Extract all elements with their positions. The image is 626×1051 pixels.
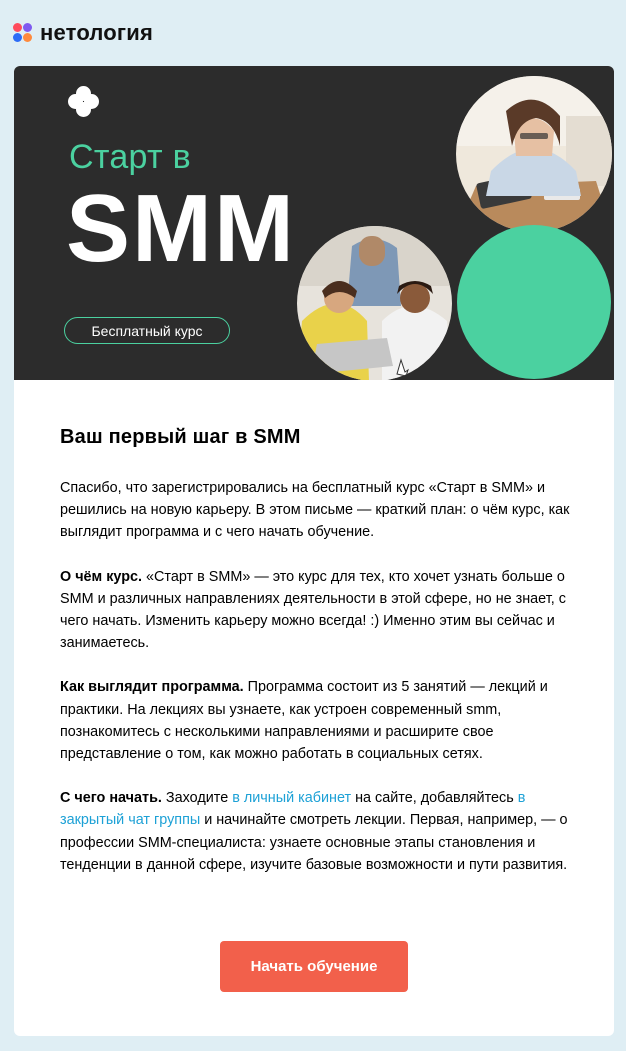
- program-text: Программа состоит из 5 занятий — лекций и практики. На лекциях вы узнаете, как устроен современный smm, познакомитесь с несколькими направлениями и расширите свое представление о том, как можно работать в социальных сетях.: [60, 679, 548, 763]
- intro-paragraph: Спасибо, что зарегистрировались на бесплатный курс «Старт в SMM» и решились на новую карьеру. В этом письме — краткий план: о чём курс, как выглядит программа и с чего начать обучение.: [60, 480, 570, 541]
- netology-logo-icon: [13, 23, 33, 43]
- email-body: [60, 426, 580, 898]
- about-label: О чём курс.: [60, 568, 143, 585]
- email-heading: Ваш первый шаг в SMM: [60, 426, 301, 448]
- personal-account-link[interactable]: в личный кабинет: [232, 790, 352, 807]
- course-banner[interactable]: [14, 66, 614, 380]
- program-label: Как выглядит программа.: [60, 679, 244, 696]
- about-text: «Старт в SMM» — это курс для тех, кто хочет узнать больше о SMM и различных направлениях деятельности в этой сфере, но не знает, с чего начать. Изменить карьеру можно всегда! :) Именно этим вы сейчас и занимаетесь.: [60, 568, 566, 652]
- course-logo-icon: [68, 86, 100, 118]
- brand-header: [13, 20, 153, 46]
- free-course-badge: Бесплатный курс: [64, 317, 230, 344]
- start-text-3: и начинайте смотреть лекции. Первая, например, — о профессии SMM-специалиста: узнаете основные этапы становления и тенденции в данной сфере, изучите базовые возможности и пути развития.: [60, 812, 568, 873]
- start-text-1: Заходите: [161, 790, 233, 807]
- accent-circle: [457, 225, 611, 379]
- brand-name: нетология: [40, 20, 154, 45]
- about-paragraph: [60, 566, 580, 655]
- email-card: [14, 66, 614, 1036]
- start-label: С чего начать.: [60, 790, 162, 807]
- start-learning-button[interactable]: Начать обучение: [220, 941, 408, 992]
- team-working-photo: [297, 226, 452, 380]
- woman-with-laptop-photo: [456, 76, 612, 232]
- banner-subtitle: Старт в: [69, 138, 191, 176]
- banner-title: SMM: [66, 175, 296, 282]
- start-text-2: на сайте, добавляйтесь: [351, 790, 518, 807]
- start-paragraph: [60, 787, 580, 876]
- program-paragraph: [60, 676, 580, 765]
- group-chat-link[interactable]: в закрытый чат группы: [60, 790, 526, 829]
